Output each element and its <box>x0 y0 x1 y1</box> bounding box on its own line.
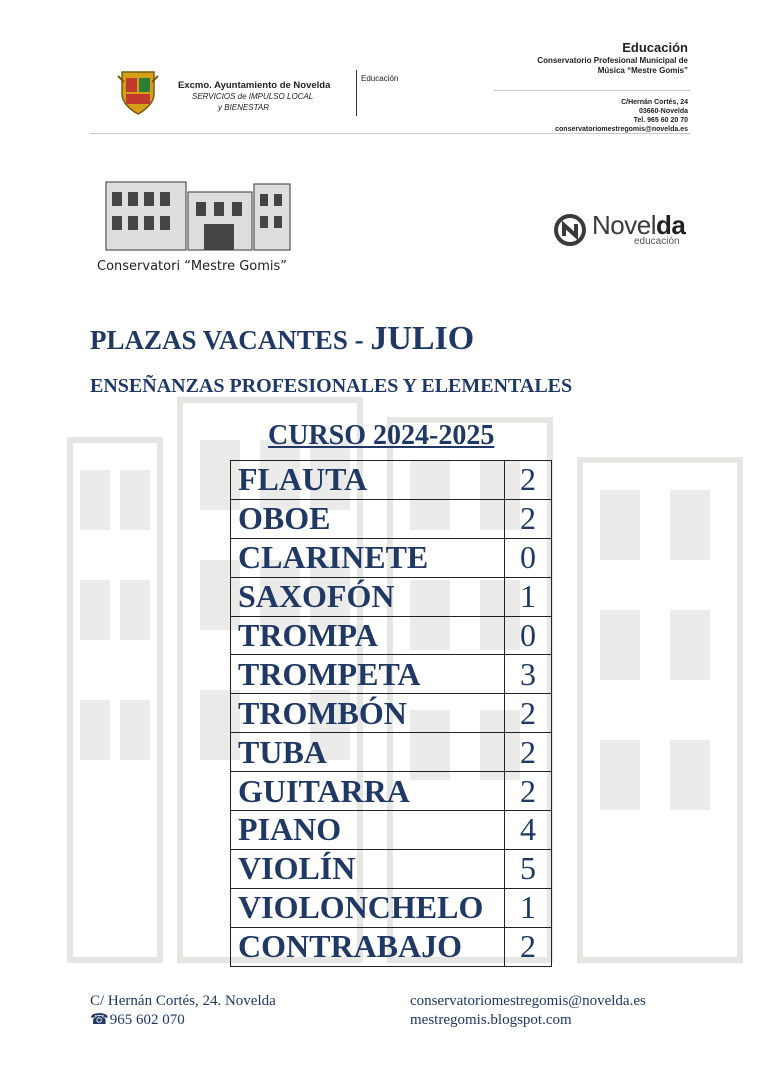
footer-left <box>90 992 276 1030</box>
count-cell: 2 <box>505 461 552 500</box>
address-line-2: 03660-Novelda <box>638 108 688 115</box>
dept-small-label: Educación <box>361 74 399 83</box>
count-cell: 2 <box>505 927 552 966</box>
conservatori-building-logo <box>104 172 292 252</box>
table-row <box>231 811 552 850</box>
instrument-cell: TUBA <box>231 733 505 772</box>
conservatorio-line-2: Música “Mestre Gomis” <box>597 66 688 75</box>
count-cell: 5 <box>505 849 552 888</box>
header-divider <box>356 70 357 116</box>
instrument-cell: PIANO <box>231 811 505 850</box>
title-prefix: PLAZAS VACANTES - <box>90 325 371 355</box>
table-row <box>231 538 552 577</box>
vacancies-table-body <box>231 461 552 967</box>
table-row <box>231 888 552 927</box>
table-row <box>231 772 552 811</box>
instrument-cell: SAXOFÓN <box>231 577 505 616</box>
table-row <box>231 927 552 966</box>
count-cell: 1 <box>505 888 552 927</box>
ayuntamiento-service-2: y BIENESTAR <box>218 103 269 112</box>
address-line-4: conservatoriomestregomis@novelda.es <box>555 126 688 133</box>
header-rule-small <box>494 90 690 91</box>
novelda-logo-icon <box>554 214 586 246</box>
count-cell: 2 <box>505 694 552 733</box>
table-row <box>231 499 552 538</box>
table-row <box>231 461 552 500</box>
table-row <box>231 733 552 772</box>
letterhead <box>90 40 690 135</box>
novelda-word-a: Novel <box>592 210 656 240</box>
footer-right <box>410 992 646 1030</box>
count-cell: 2 <box>505 733 552 772</box>
page-title <box>90 320 474 358</box>
conservatori-name: Conservatori “Mestre Gomis” <box>97 259 288 274</box>
course-heading: CURSO 2024-2025 <box>268 420 495 451</box>
dept-title: Educación <box>622 40 688 55</box>
count-cell: 0 <box>505 538 552 577</box>
count-cell: 4 <box>505 811 552 850</box>
instrument-cell: FLAUTA <box>231 461 505 500</box>
ayuntamiento-name: Excmo. Ayuntamiento de Novelda <box>178 80 331 91</box>
count-cell: 1 <box>505 577 552 616</box>
ayuntamiento-service: SERVICIOS de IMPULSO LOCAL <box>192 92 314 101</box>
address-line-3: Tel. 965 60 20 70 <box>633 117 688 124</box>
footer-email[interactable]: conservatoriomestregomis@novelda.es <box>410 993 646 1009</box>
novelda-word-b: da <box>655 210 686 240</box>
instrument-cell: OBOE <box>231 499 505 538</box>
title-month: JULIO <box>370 320 475 357</box>
table-row <box>231 694 552 733</box>
header-rule <box>90 133 690 134</box>
count-cell: 2 <box>505 772 552 811</box>
instrument-cell: CONTRABAJO <box>231 927 505 966</box>
instrument-cell: GUITARRA <box>231 772 505 811</box>
conservatorio-line-1: Conservatorio Profesional Municipal de <box>537 56 688 65</box>
novelda-subtitle: educación <box>634 236 680 247</box>
instrument-cell: TROMPETA <box>231 655 505 694</box>
instrument-cell: TROMPA <box>231 616 505 655</box>
footer-blog[interactable]: mestregomis.blogspot.com <box>410 1012 572 1028</box>
count-cell: 0 <box>505 616 552 655</box>
phone-icon: ☎ <box>90 1012 109 1028</box>
footer-address: C/ Hernán Cortés, 24. Novelda <box>90 993 276 1009</box>
count-cell: 2 <box>505 499 552 538</box>
instrument-cell: VIOLÍN <box>231 849 505 888</box>
instrument-cell: VIOLONCHELO <box>231 888 505 927</box>
footer-phone-row <box>90 1011 276 1030</box>
table-row <box>231 849 552 888</box>
conservatorio-contact <box>537 40 688 134</box>
vacancies-table <box>230 460 552 967</box>
instrument-cell: TROMBÓN <box>231 694 505 733</box>
address-line-1: C/Hernán Cortés, 24 <box>621 99 688 106</box>
footer-phone: 965 602 070 <box>109 1012 185 1028</box>
count-cell: 3 <box>505 655 552 694</box>
page-subtitle: ENSEÑANZAS PROFESIONALES Y ELEMENTALES <box>90 375 573 397</box>
table-row <box>231 655 552 694</box>
instrument-cell: CLARINETE <box>231 538 505 577</box>
table-row <box>231 616 552 655</box>
ayuntamiento-block <box>178 80 330 113</box>
table-row <box>231 577 552 616</box>
crest-icon <box>116 68 160 116</box>
novelda-logo <box>554 212 694 252</box>
